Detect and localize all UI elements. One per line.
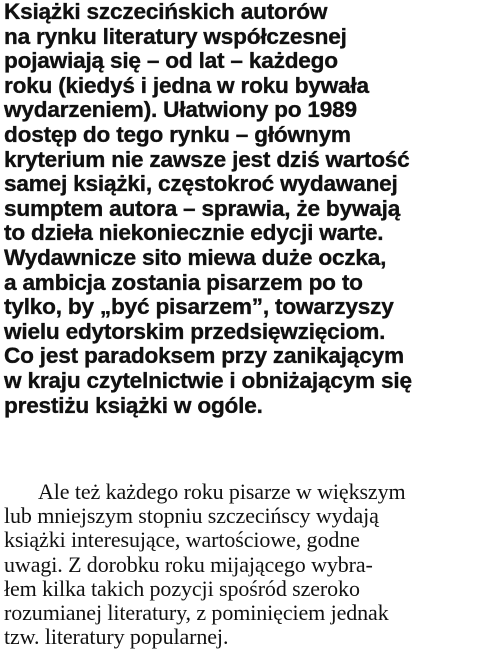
lead-line: sumptem autora – sprawia, że bywają: [4, 195, 401, 221]
lead-line: w kraju czytelnictwie i obniżającym się: [4, 367, 412, 393]
lead-line: a ambicja zostania pisarzem po to: [4, 269, 363, 295]
body-line: książki interesujące, wartościowe, godne: [4, 527, 360, 553]
lead-paragraph: [4, 0, 479, 418]
body-line: lub mniejszym stopniu szczecińscy wydają: [4, 503, 379, 529]
lead-line: Książki szczecińskich autorów: [4, 0, 328, 24]
body-line: rozumianej literatury, z pominięciem jednak: [4, 600, 389, 626]
lead-line: na rynku literatury współczesnej: [4, 23, 347, 49]
body-line: tzw. literatury popularnej.: [4, 624, 229, 650]
lead-line: dostęp do tego rynku – głównym: [4, 121, 351, 147]
lead-line: kryterium nie zawsze jest dziś wartość: [4, 146, 410, 172]
body-line: uwagi. Z dorobku roku mijającego wybra-: [4, 551, 373, 577]
lead-line: roku (kiedyś i jedna w roku bywała: [4, 72, 369, 98]
lead-line: Co jest paradoksem przy zanikającym: [4, 343, 404, 369]
body-paragraph: [4, 480, 479, 649]
lead-line: pojawiają się – od lat – każdego: [4, 48, 338, 74]
body-line: Ale też każdego roku pisarze w większym: [38, 479, 406, 504]
lead-line: prestiżu książki w ogóle.: [4, 392, 263, 418]
lead-line: wydarzeniem). Ułatwiony po 1989: [4, 97, 357, 123]
lead-line: samej książki, częstokroć wydawanej: [4, 171, 398, 197]
lead-line: to dzieła niekoniecznie edycji warte.: [4, 220, 384, 246]
lead-line: tylko, by „być pisarzem”, towarzyszy: [4, 294, 394, 320]
body-line: łem kilka takich pozycji spośród szeroko: [4, 575, 360, 601]
lead-line: Wydawnicze sito miewa duże oczka,: [4, 244, 387, 270]
lead-line: wielu edytorskim przedsięwzięciom.: [4, 318, 386, 344]
